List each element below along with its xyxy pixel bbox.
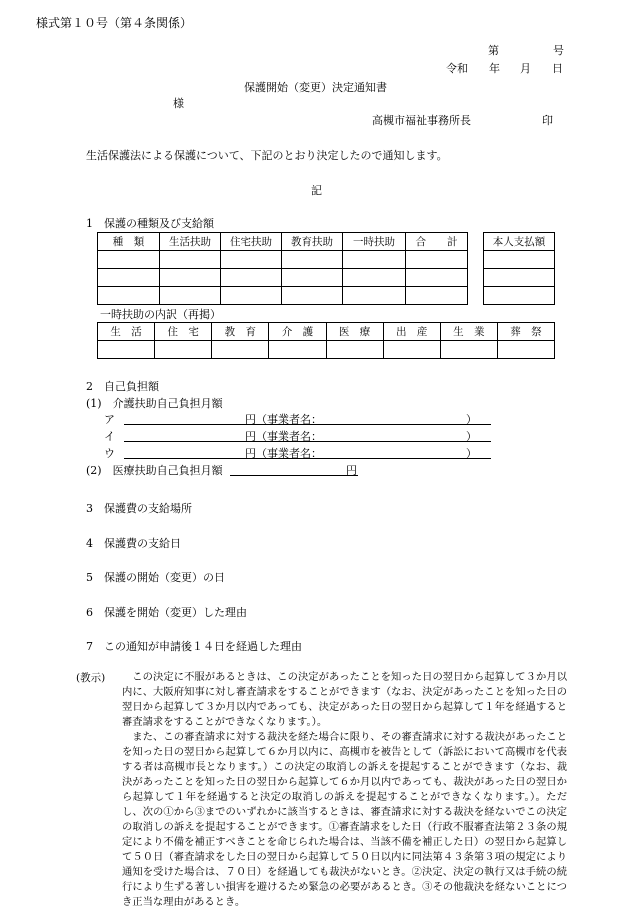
temporary-aid-caption: 一時扶助の内訳（再掲） bbox=[100, 308, 221, 321]
care-row-a-line[interactable] bbox=[124, 424, 491, 425]
table-cell[interactable] bbox=[221, 269, 282, 287]
table-cell[interactable] bbox=[160, 287, 221, 305]
table-cell[interactable] bbox=[155, 341, 212, 359]
self-payment-header-row bbox=[484, 233, 555, 251]
care-row-close: ） bbox=[466, 430, 477, 443]
table-cell[interactable] bbox=[406, 251, 468, 269]
col-header: 生活扶助 bbox=[160, 233, 221, 251]
col-header: 本人支払額 bbox=[484, 233, 555, 251]
care-row-yen: 円（事業者名： bbox=[245, 413, 322, 426]
document-title: 保護開始（変更）決定通知書 bbox=[244, 81, 387, 94]
table-row bbox=[98, 341, 555, 359]
table-cell[interactable] bbox=[282, 287, 343, 305]
table-cell[interactable] bbox=[497, 341, 554, 359]
notice-paragraph: また、この審査請求に対する裁決を経た場合に限り、その審査請求に対する裁決があったことを知った日の翌日から起算して６か月以内に、高槻市を被告として（訴訟において高槻市を代表する者は高槻市長となります。）この決定の取消しの訴えを提起することができます（なお、裁決があったことを知った日の翌日から起算して６か月以内であっても、裁決があった日の翌日から起算して１年を経過すると決定の取消しの訴えを提起することができなくなります。）。ただし、次の①から③までのいずれかに該当するときは、審査請求に対する裁決を経ないでこの決定の取消しの訴えを提起することができます。①審査請求をした日（行政不服審査法第２３条の規定により不備を補正すべきことを命じられた場合は、当該不備を補正した日）の翌日から起算して５０日（審査請求をした日の翌日から起算して５０日以内に同法第４３条第３項の規定により通知を受けた場合は、７０日）を経過しても裁決がないとき。②決定、決定の執行又は手続の続行により生ずる著しい損害を避けるため緊急の必要があるとき。③その他裁決を経ないことにつき正当な理由があるとき。 bbox=[122, 731, 567, 908]
col-header: 葬 祭 bbox=[497, 323, 554, 341]
care-row-i-line[interactable] bbox=[124, 441, 491, 442]
col-header: 合 計 bbox=[406, 233, 468, 251]
table-cell[interactable] bbox=[484, 287, 555, 305]
table-row bbox=[484, 269, 555, 287]
table-cell[interactable] bbox=[343, 287, 406, 305]
self-payment-table bbox=[483, 232, 555, 305]
doc-number-prefix: 第 bbox=[488, 44, 499, 57]
section-5-heading: 5 保護の開始（変更）の日 bbox=[86, 571, 225, 584]
date-year: 年 bbox=[489, 62, 500, 75]
notice-label: (教示) bbox=[76, 672, 106, 684]
aid-table-header-row bbox=[98, 233, 468, 251]
col-header: 教育扶助 bbox=[282, 233, 343, 251]
table-cell[interactable] bbox=[383, 341, 440, 359]
section-6-heading: 6 保護を開始（変更）した理由 bbox=[86, 606, 247, 619]
care-row-yen: 円（事業者名： bbox=[245, 430, 322, 443]
medical-amount-line[interactable] bbox=[230, 475, 358, 476]
care-row-close: ） bbox=[466, 447, 477, 460]
section-1-heading: 1 保護の種類及び支給額 bbox=[86, 217, 214, 230]
col-header: 出 産 bbox=[383, 323, 440, 341]
table-row bbox=[98, 269, 468, 287]
table-cell[interactable] bbox=[98, 269, 160, 287]
table-cell[interactable] bbox=[221, 287, 282, 305]
care-row-letter: ア bbox=[104, 413, 115, 426]
table-row bbox=[98, 251, 468, 269]
notice-body bbox=[122, 670, 567, 910]
col-header: 介 護 bbox=[269, 323, 326, 341]
table-cell[interactable] bbox=[343, 251, 406, 269]
date-month: 月 bbox=[520, 62, 531, 75]
section-2-heading: 2 自己負担額 bbox=[86, 380, 159, 393]
care-row-letter: ウ bbox=[104, 447, 115, 460]
date-day: 日 bbox=[552, 62, 563, 75]
table-cell[interactable] bbox=[282, 251, 343, 269]
notice-paragraph: この決定に不服があるときは、この決定があったことを知った日の翌日から起算して３か月以内に、大阪府知事に対し審査請求をすることができます（なお、決定があったことを知った日の翌日から起算して３か月以内であっても、決定があった日の翌日から起算して１年を経過すると審査請求をすることができなくなります。）。 bbox=[122, 671, 567, 728]
table-cell[interactable] bbox=[440, 341, 497, 359]
date-era: 令和 bbox=[446, 62, 468, 75]
section-4-heading: 4 保護費の支給日 bbox=[86, 537, 181, 550]
table-cell[interactable] bbox=[98, 341, 155, 359]
table-cell[interactable] bbox=[326, 341, 383, 359]
col-header: 種 類 bbox=[98, 233, 160, 251]
doc-number-suffix: 号 bbox=[553, 44, 564, 57]
medical-self-pay-heading: (2) 医療扶助自己負担月額 bbox=[86, 464, 223, 477]
table-cell[interactable] bbox=[484, 269, 555, 287]
seal-mark: 印 bbox=[542, 114, 553, 127]
medical-yen: 円 bbox=[346, 464, 357, 477]
table-cell[interactable] bbox=[406, 287, 468, 305]
col-header: 住宅扶助 bbox=[221, 233, 282, 251]
col-header: 生 業 bbox=[440, 323, 497, 341]
section-3-heading: 3 保護費の支給場所 bbox=[86, 502, 192, 515]
table-row bbox=[484, 287, 555, 305]
ki-mark: 記 bbox=[311, 184, 322, 197]
table-cell[interactable] bbox=[282, 269, 343, 287]
issuer: 高槻市福祉事務所長 bbox=[372, 114, 471, 127]
table-cell[interactable] bbox=[406, 269, 468, 287]
table-cell[interactable] bbox=[98, 251, 160, 269]
breakdown-header-row bbox=[98, 323, 555, 341]
table-cell[interactable] bbox=[160, 251, 221, 269]
care-row-letter: イ bbox=[104, 430, 115, 443]
care-row-u-line[interactable] bbox=[124, 458, 491, 459]
table-row bbox=[484, 251, 555, 269]
section-7-heading: 7 この通知が申請後１４日を経過した理由 bbox=[86, 640, 302, 653]
recipient-suffix: 様 bbox=[173, 97, 184, 110]
table-row bbox=[98, 287, 468, 305]
table-cell[interactable] bbox=[343, 269, 406, 287]
care-self-pay-heading: (1) 介護扶助自己負担月額 bbox=[86, 397, 223, 410]
table-cell[interactable] bbox=[212, 341, 269, 359]
col-header: 教 育 bbox=[212, 323, 269, 341]
care-row-close: ） bbox=[466, 413, 477, 426]
table-cell[interactable] bbox=[160, 269, 221, 287]
table-cell[interactable] bbox=[484, 251, 555, 269]
care-row-yen: 円（事業者名： bbox=[245, 447, 322, 460]
aid-amount-table bbox=[97, 232, 468, 305]
col-header: 生 活 bbox=[98, 323, 155, 341]
col-header: 住 宅 bbox=[155, 323, 212, 341]
form-number: 様式第１０号（第４条関係） bbox=[36, 16, 193, 30]
col-header: 一時扶助 bbox=[343, 233, 406, 251]
table-cell[interactable] bbox=[269, 341, 326, 359]
table-cell[interactable] bbox=[221, 251, 282, 269]
temporary-aid-breakdown-table bbox=[97, 322, 555, 359]
intro-text: 生活保護法による保護について、下記のとおり決定したので通知します。 bbox=[86, 149, 448, 162]
table-cell[interactable] bbox=[98, 287, 160, 305]
col-header: 医 療 bbox=[326, 323, 383, 341]
